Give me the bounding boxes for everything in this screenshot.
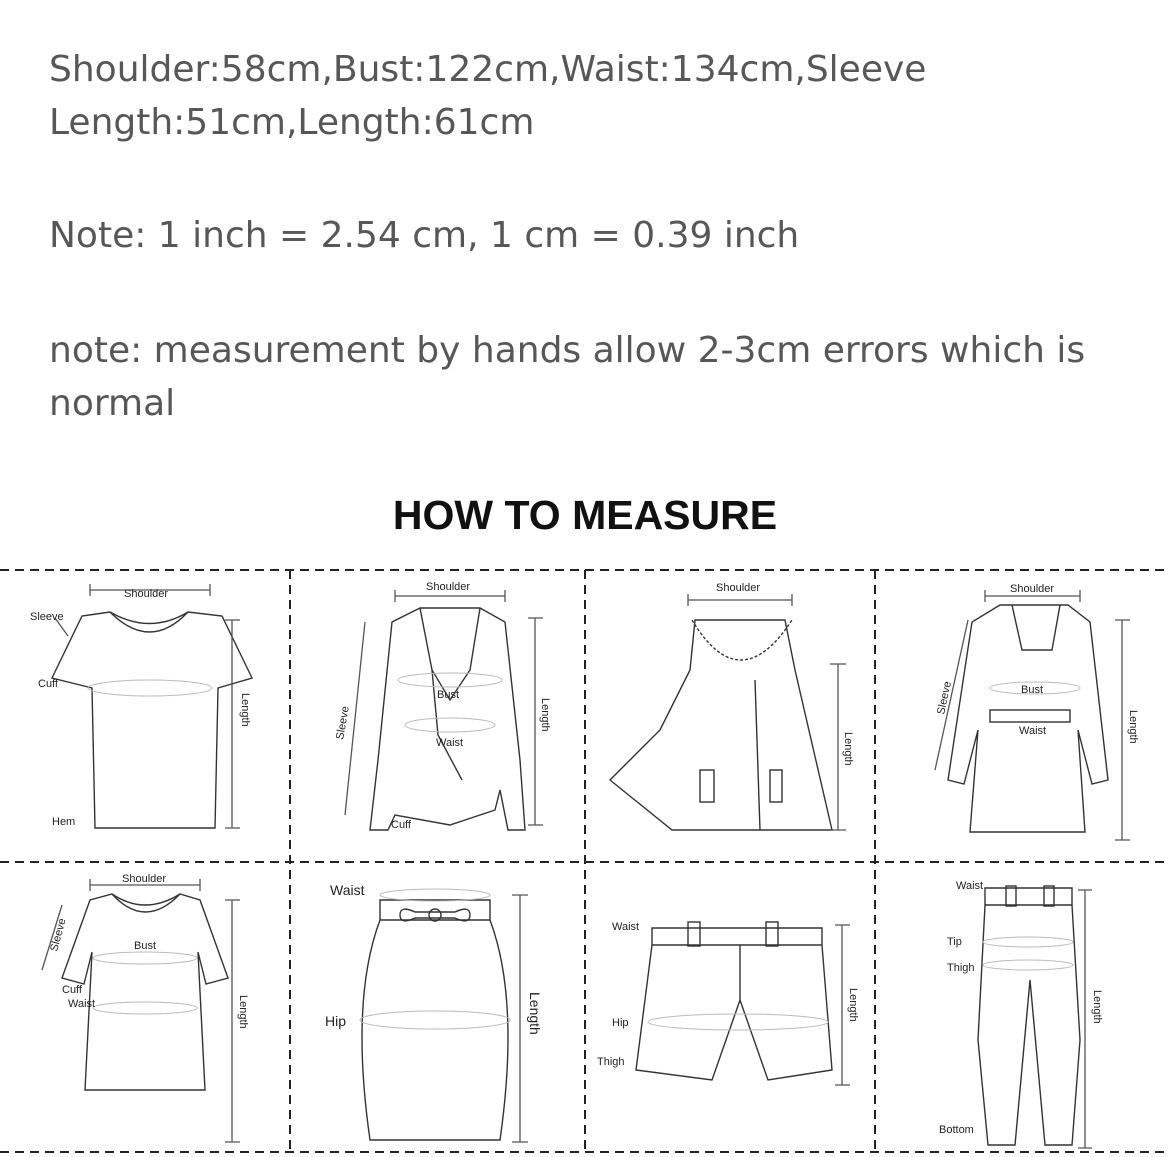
how-to-measure-title: HOW TO MEASURE <box>392 492 778 538</box>
coat-sleeve-label: Sleeve <box>935 680 954 716</box>
blazer-sleeve-label: Sleeve <box>334 705 352 741</box>
skirt-hip-label: Hip <box>325 1013 347 1029</box>
skirt-length-label: Length <box>527 992 543 1035</box>
tshirt-shoulder-label: Shoulder <box>124 588 169 600</box>
unit-conversion-note: Note: 1 inch = 2.54 cm, 1 cm = 0.39 inch <box>49 215 800 256</box>
tshirt-hem-label: Hem <box>52 816 76 828</box>
coat-bust-label: Bust <box>1021 684 1044 696</box>
dress-cuff-label: Cuff <box>62 984 82 996</box>
grid-lines <box>0 570 1170 1152</box>
shorts-length-label: Length <box>847 988 859 1022</box>
tshirt-diagram <box>30 584 252 828</box>
skirt-diagram <box>325 882 543 1142</box>
pants-tip-label: Tip <box>947 936 962 948</box>
shorts-diagram <box>597 921 859 1085</box>
pants-length-label: Length <box>1091 990 1103 1024</box>
blazer-bust-label: Bust <box>437 689 460 701</box>
measure-guide-grid <box>0 560 1170 1157</box>
dress-bust-label: Bust <box>134 940 157 952</box>
skirt-waist-label: Waist <box>330 882 365 898</box>
coat-shoulder-label: Shoulder <box>1010 583 1055 595</box>
measurement-error-note: note: measurement by hands allow 2-3cm errors which is normal <box>49 330 1086 424</box>
pants-waist-label: Waist <box>956 880 984 892</box>
coat-diagram <box>935 583 1139 840</box>
blazer-length-label: Length <box>539 698 551 732</box>
coat-length-label: Length <box>1127 710 1139 744</box>
cape-length-label: Length <box>842 732 854 766</box>
blazer-cuff-label: Cuff <box>391 819 411 831</box>
blazer-waist-label: Waist <box>436 737 464 749</box>
tshirt-cuff-label: Cuff <box>38 678 58 690</box>
tshirt-sleeve-label: Sleeve <box>30 611 64 623</box>
shorts-waist-label: Waist <box>612 921 640 933</box>
shorts-thigh-label: Thigh <box>597 1056 625 1068</box>
dress-diagram <box>42 873 249 1142</box>
measurements-text: Shoulder:58cm,Bust:122cm,Waist:134cm,Sleeve Length:51cm,Length:61cm <box>49 49 927 143</box>
coat-waist-label: Waist <box>1019 725 1047 737</box>
dress-waist-label: Waist <box>68 998 96 1010</box>
cape-diagram <box>610 582 854 830</box>
dress-sleeve-label: Sleeve <box>48 917 69 953</box>
dress-length-label: Length <box>237 995 249 1029</box>
tshirt-length-label: Length <box>239 693 251 727</box>
pants-bottom-label: Bottom <box>939 1124 974 1136</box>
pants-thigh-label: Thigh <box>947 962 975 974</box>
shorts-hip-label: Hip <box>612 1017 629 1029</box>
blazer-diagram <box>334 581 551 831</box>
blazer-shoulder-label: Shoulder <box>426 581 471 593</box>
cape-shoulder-label: Shoulder <box>716 582 761 594</box>
dress-shoulder-label: Shoulder <box>122 873 167 885</box>
pants-diagram <box>939 880 1103 1148</box>
